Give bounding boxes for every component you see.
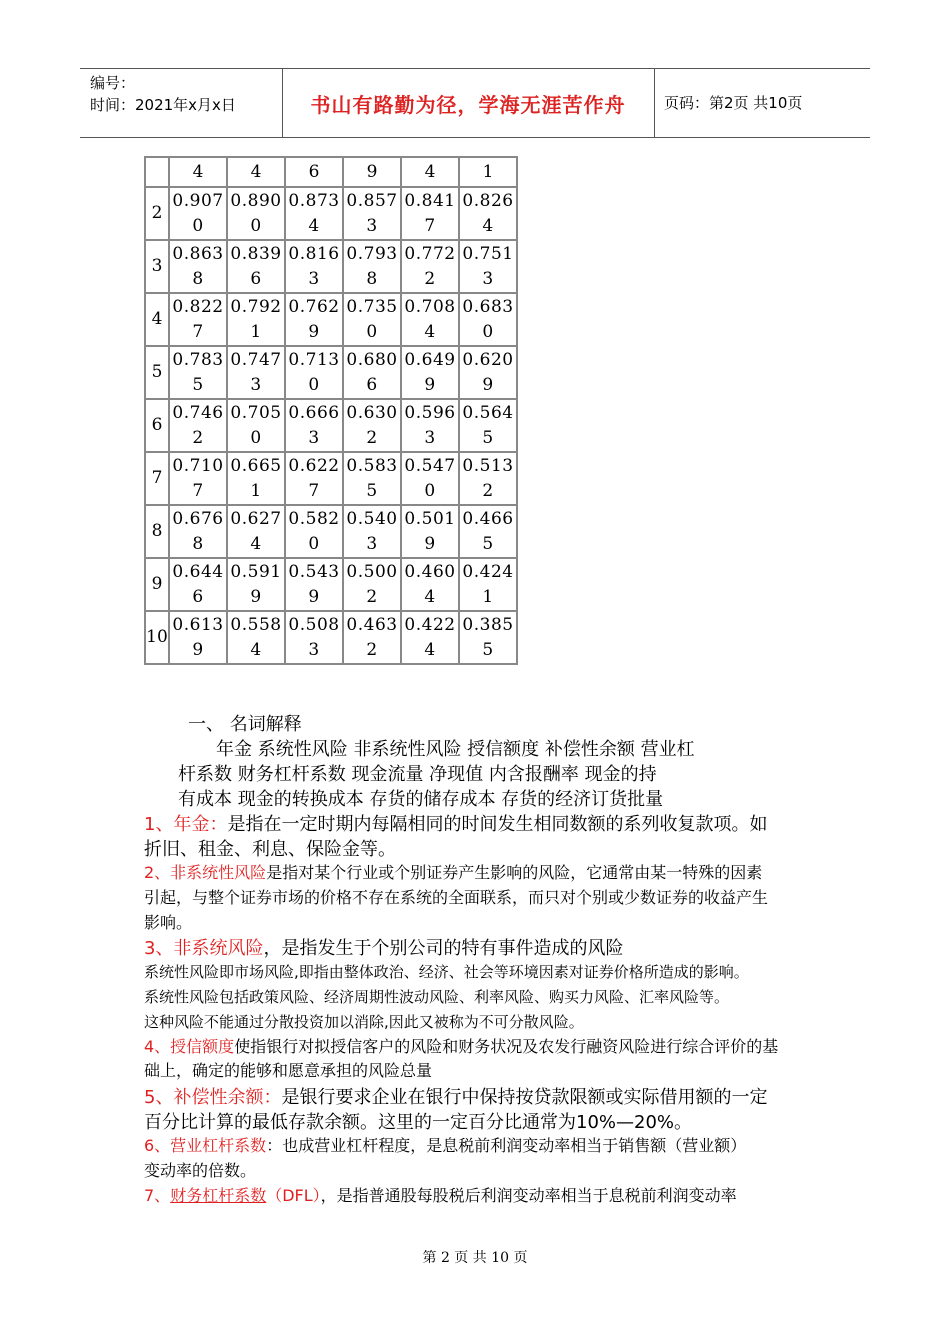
definition-text: 是指对某个行业或个别证券产生影响的风险，它通常由某一特殊的因素: [266, 863, 763, 882]
header-left: [90, 72, 236, 116]
cell-line: 6: [366, 374, 378, 395]
cell-line: 4: [424, 639, 436, 660]
cell-line: 7: [192, 321, 204, 342]
row-label: 10: [145, 611, 169, 664]
term-label: 财务杠杆系数: [170, 1186, 267, 1205]
cell-line: 0.422: [404, 614, 456, 635]
cell-line: 1: [482, 586, 494, 607]
cell-line: 4: [424, 586, 436, 607]
cell-line: 5: [366, 480, 378, 501]
table-cell: [285, 346, 343, 399]
cell-line: 2: [366, 586, 378, 607]
cell-line: 0.463: [346, 614, 398, 635]
table-cell: [227, 505, 285, 558]
table-cell: [459, 399, 517, 452]
cell-line: 0.713: [288, 349, 340, 370]
cell-line: 0: [366, 321, 378, 342]
cell-line: 0.826: [462, 190, 514, 211]
cell-line: 2: [366, 639, 378, 660]
definition-text: 是指在一定时期内每隔相同的时间发生相同数额的系列收复款项。如: [227, 814, 768, 835]
cell-line: 0.583: [346, 455, 398, 476]
table-cell: [169, 240, 227, 293]
section-heading: 一、 名词解释: [188, 714, 302, 735]
table-cell: [227, 187, 285, 240]
cell-line: 0.772: [404, 243, 456, 264]
table-cell: [285, 399, 343, 452]
cell-line: 0.424: [462, 561, 514, 582]
terms-line: 有成本 现金的转换成本 存货的储存成本 存货的经济订货批量: [178, 789, 664, 810]
table-cell: [459, 505, 517, 558]
cell-line: 5: [482, 639, 494, 660]
definition-text: ，是指发生于个别公司的特有事件造成的风险: [263, 938, 624, 959]
table-cell: [227, 240, 285, 293]
table-cell: [169, 346, 227, 399]
definition-text: 变动率的倍数。: [144, 1161, 257, 1180]
cell-line: 4: [308, 215, 320, 236]
cell-line: 3: [366, 215, 378, 236]
cell-line: 0.735: [346, 296, 398, 317]
table-row: [145, 611, 517, 664]
cell-line: 9: [308, 321, 320, 342]
term-abbreviation: （DFL）: [266, 1186, 321, 1205]
definition-7: [144, 1183, 737, 1206]
term-label: 6、营业杠杆系数: [144, 1136, 267, 1155]
cell-line: 8: [192, 268, 204, 289]
cell-line: 0.649: [404, 349, 456, 370]
definition-4: [144, 1034, 778, 1057]
cell-line: 0.540: [346, 508, 398, 529]
table-cell: [169, 293, 227, 346]
cell-line: 0.644: [172, 561, 224, 582]
table-cell: 6: [285, 157, 343, 187]
cell-line: 0.890: [230, 190, 282, 211]
table-cell: 9: [343, 157, 401, 187]
table-cell: [459, 611, 517, 664]
cell-line: 0.564: [462, 402, 514, 423]
table-cell: [459, 240, 517, 293]
cell-line: 0.746: [172, 402, 224, 423]
table-cell: [169, 611, 227, 664]
cell-line: 6: [192, 586, 204, 607]
definition-text: 使指银行对拟授信客户的风险和财务状况及农发行融资风险进行综合评价的基: [234, 1037, 779, 1056]
cell-line: 3: [308, 427, 320, 448]
cell-line: 2: [424, 268, 436, 289]
definition-text: ，是指普通股每股税后利润变动率相当于息税前利润变动率: [320, 1186, 737, 1205]
definition-text: ：也成营业杠杆程度，是息税前利润变动率相当于销售额（营业额）: [266, 1136, 747, 1155]
cell-line: 3: [482, 268, 494, 289]
table-cell: [227, 611, 285, 664]
cell-line: 9: [424, 533, 436, 554]
table-cell: [227, 399, 285, 452]
definition-text: 是银行要求企业在银行中保持按贷款限额或实际借用额的一定: [281, 1087, 768, 1108]
table-cell: [227, 293, 285, 346]
cell-line: 9: [192, 639, 204, 660]
cell-line: 0.816: [288, 243, 340, 264]
table-cell: [401, 293, 459, 346]
cell-line: 0.683: [462, 296, 514, 317]
row-label: 6: [145, 399, 169, 452]
cell-line: 4: [482, 215, 494, 236]
table-row: [145, 399, 517, 452]
cell-line: 0.762: [288, 296, 340, 317]
table-row: [145, 558, 517, 611]
term-label: 3、非系统风险: [144, 938, 264, 959]
cell-line: 0.665: [230, 455, 282, 476]
table-cell: [227, 346, 285, 399]
cell-line: 5: [482, 533, 494, 554]
cell-line: 2: [482, 480, 494, 501]
definition-text: 百分比计算的最低存款余额。这里的一定百分比通常为10%—20%。: [144, 1112, 693, 1133]
cell-line: 0.708: [404, 296, 456, 317]
table-cell: [343, 187, 401, 240]
term-label: 1、年金：: [144, 814, 228, 835]
table-cell: [401, 187, 459, 240]
row-label: 2: [145, 187, 169, 240]
term-label: 4、授信额度: [144, 1037, 235, 1056]
cell-line: 0: [192, 215, 204, 236]
table-header-row: [145, 157, 517, 187]
table-cell: 4: [401, 157, 459, 187]
definition-text: 影响。: [144, 913, 193, 932]
definition-6: [144, 1133, 746, 1156]
cell-line: 0.543: [288, 561, 340, 582]
cell-line: 8: [366, 268, 378, 289]
cell-line: 0.873: [288, 190, 340, 211]
motto: 书山有路勤为径，学海无涯苦作舟: [310, 93, 626, 117]
cell-line: 9: [482, 374, 494, 395]
cell-line: 1: [250, 321, 262, 342]
table-row: [145, 505, 517, 558]
definition-text: 折旧、租金、利息、保险金等。: [144, 839, 396, 860]
table-cell: [227, 452, 285, 505]
cell-line: 0.613: [172, 614, 224, 635]
table-cell: [459, 187, 517, 240]
cell-line: 0.666: [288, 402, 340, 423]
table-cell: [285, 240, 343, 293]
table-cell: [401, 399, 459, 452]
definition-1: [144, 810, 767, 836]
cell-line: 0.622: [288, 455, 340, 476]
table-cell: [285, 558, 343, 611]
cell-line: 2: [192, 427, 204, 448]
table-cell: [401, 558, 459, 611]
table-cell: [285, 452, 343, 505]
table-cell: [285, 293, 343, 346]
table-row: [145, 452, 517, 505]
definition-5: [144, 1083, 767, 1109]
cell-line: 7: [308, 480, 320, 501]
terms-line: 杆系数 财务杠杆系数 现金流量 净现值 内含报酬率 现金的持: [178, 764, 657, 785]
cell-line: 0.841: [404, 190, 456, 211]
cell-line: 0: [250, 427, 262, 448]
table-cell: [145, 157, 169, 187]
definition-text: 这种风险不能通过分散投资加以消除,因此又被称为不可分散风险。: [144, 1013, 584, 1031]
cell-line: 2: [366, 427, 378, 448]
cell-line: 3: [424, 427, 436, 448]
cell-line: 3: [250, 374, 262, 395]
definition-2: [144, 860, 762, 883]
cell-line: 0.501: [404, 508, 456, 529]
definition-text: 系统性风险即市场风险,即指由整体政治、经济、社会等环境因素对证券价格所造成的影响。: [144, 963, 749, 981]
term-label: 2、非系统性风险: [144, 863, 267, 882]
table-cell: [343, 611, 401, 664]
table-cell: [343, 240, 401, 293]
table-cell: [169, 452, 227, 505]
cell-line: 0.747: [230, 349, 282, 370]
table-cell: [227, 558, 285, 611]
cell-line: 5: [192, 374, 204, 395]
cell-line: 0.783: [172, 349, 224, 370]
row-label: 5: [145, 346, 169, 399]
table-cell: [343, 452, 401, 505]
definition-text: 引起，与整个证券市场的价格不存在系统的全面联系，而只对个别或少数证券的收益产生: [144, 888, 769, 907]
number-label: 编号：: [90, 74, 136, 92]
cell-line: 0.680: [346, 349, 398, 370]
table-cell: [459, 558, 517, 611]
table-cell: [401, 505, 459, 558]
time-label: 时间：2021年x月x日: [90, 96, 236, 114]
cell-line: 0: [308, 374, 320, 395]
cell-line: 0.547: [404, 455, 456, 476]
row-label: 9: [145, 558, 169, 611]
table-cell: [459, 346, 517, 399]
cell-line: 0.596: [404, 402, 456, 423]
table-cell: [459, 293, 517, 346]
cell-line: 4: [250, 639, 262, 660]
cell-line: 0.792: [230, 296, 282, 317]
cell-line: 0.513: [462, 455, 514, 476]
table-row: [145, 240, 517, 293]
cell-line: 6: [250, 268, 262, 289]
cell-line: 9: [424, 374, 436, 395]
table-cell: [169, 558, 227, 611]
table-cell: [343, 505, 401, 558]
cell-line: 0.793: [346, 243, 398, 264]
cell-line: 5: [482, 427, 494, 448]
cell-line: 0.857: [346, 190, 398, 211]
table-cell: [401, 452, 459, 505]
table-cell: [169, 187, 227, 240]
page-header: [80, 68, 870, 138]
cell-line: 7: [424, 215, 436, 236]
table-row: [145, 346, 517, 399]
cell-line: 0.508: [288, 614, 340, 635]
cell-line: 0: [424, 480, 436, 501]
row-label: 8: [145, 505, 169, 558]
table-cell: [343, 346, 401, 399]
cell-line: 4: [250, 533, 262, 554]
cell-line: 3: [308, 639, 320, 660]
table-cell: 1: [459, 157, 517, 187]
cell-line: 0.591: [230, 561, 282, 582]
table-cell: [169, 399, 227, 452]
cell-line: 0.839: [230, 243, 282, 264]
table-cell: [285, 505, 343, 558]
table-cell: [169, 505, 227, 558]
table-cell: [343, 558, 401, 611]
cell-line: 9: [308, 586, 320, 607]
cell-line: 0.627: [230, 508, 282, 529]
cell-line: 9: [250, 586, 262, 607]
cell-line: 0.466: [462, 508, 514, 529]
term-number: 7、: [144, 1186, 171, 1205]
table-cell: [459, 452, 517, 505]
cell-line: 7: [192, 480, 204, 501]
cell-line: 0.620: [462, 349, 514, 370]
cell-line: 0.385: [462, 614, 514, 635]
cell-line: 1: [250, 480, 262, 501]
cell-line: 0.751: [462, 243, 514, 264]
row-label: 7: [145, 452, 169, 505]
page-footer: 第 2 页 共 10 页: [422, 1250, 528, 1266]
table-cell: [401, 240, 459, 293]
cell-line: 0: [482, 321, 494, 342]
definition-text: 础上，确定的能够和愿意承担的风险总量: [144, 1061, 433, 1080]
term-label: 5、补偿性余额：: [144, 1087, 282, 1108]
table-cell: [401, 611, 459, 664]
cell-line: 3: [366, 533, 378, 554]
table-cell: 4: [169, 157, 227, 187]
row-label: 4: [145, 293, 169, 346]
cell-line: 0.460: [404, 561, 456, 582]
table-cell: [285, 187, 343, 240]
cell-line: 3: [308, 268, 320, 289]
cell-line: 0.863: [172, 243, 224, 264]
cell-line: 0.822: [172, 296, 224, 317]
table-cell: [285, 611, 343, 664]
header-divider: [654, 69, 655, 137]
terms-line: 年金 系统性风险 非系统性风险 授信额度 补偿性余额 营业杠: [216, 739, 695, 760]
row-label: 3: [145, 240, 169, 293]
definition-3: [144, 934, 623, 960]
cell-line: 0.907: [172, 190, 224, 211]
discount-factor-table: [144, 156, 518, 665]
cell-line: 0.705: [230, 402, 282, 423]
cell-line: 4: [424, 321, 436, 342]
table-row: [145, 293, 517, 346]
cell-line: 8: [192, 533, 204, 554]
cell-line: 0: [308, 533, 320, 554]
cell-line: 0.676: [172, 508, 224, 529]
table-cell: [401, 346, 459, 399]
cell-line: 0.500: [346, 561, 398, 582]
cell-line: 0.558: [230, 614, 282, 635]
table-row: [145, 187, 517, 240]
table-cell: [343, 293, 401, 346]
cell-line: 0.630: [346, 402, 398, 423]
cell-line: 0.710: [172, 455, 224, 476]
table-cell: 4: [227, 157, 285, 187]
cell-line: 0.582: [288, 508, 340, 529]
cell-line: 0: [250, 215, 262, 236]
table-cell: [343, 399, 401, 452]
definition-text: 系统性风险包括政策风险、经济周期性波动风险、利率风险、购买力风险、汇率风险等。: [144, 988, 730, 1006]
page-label: 页码：第2页 共10页: [664, 94, 803, 112]
